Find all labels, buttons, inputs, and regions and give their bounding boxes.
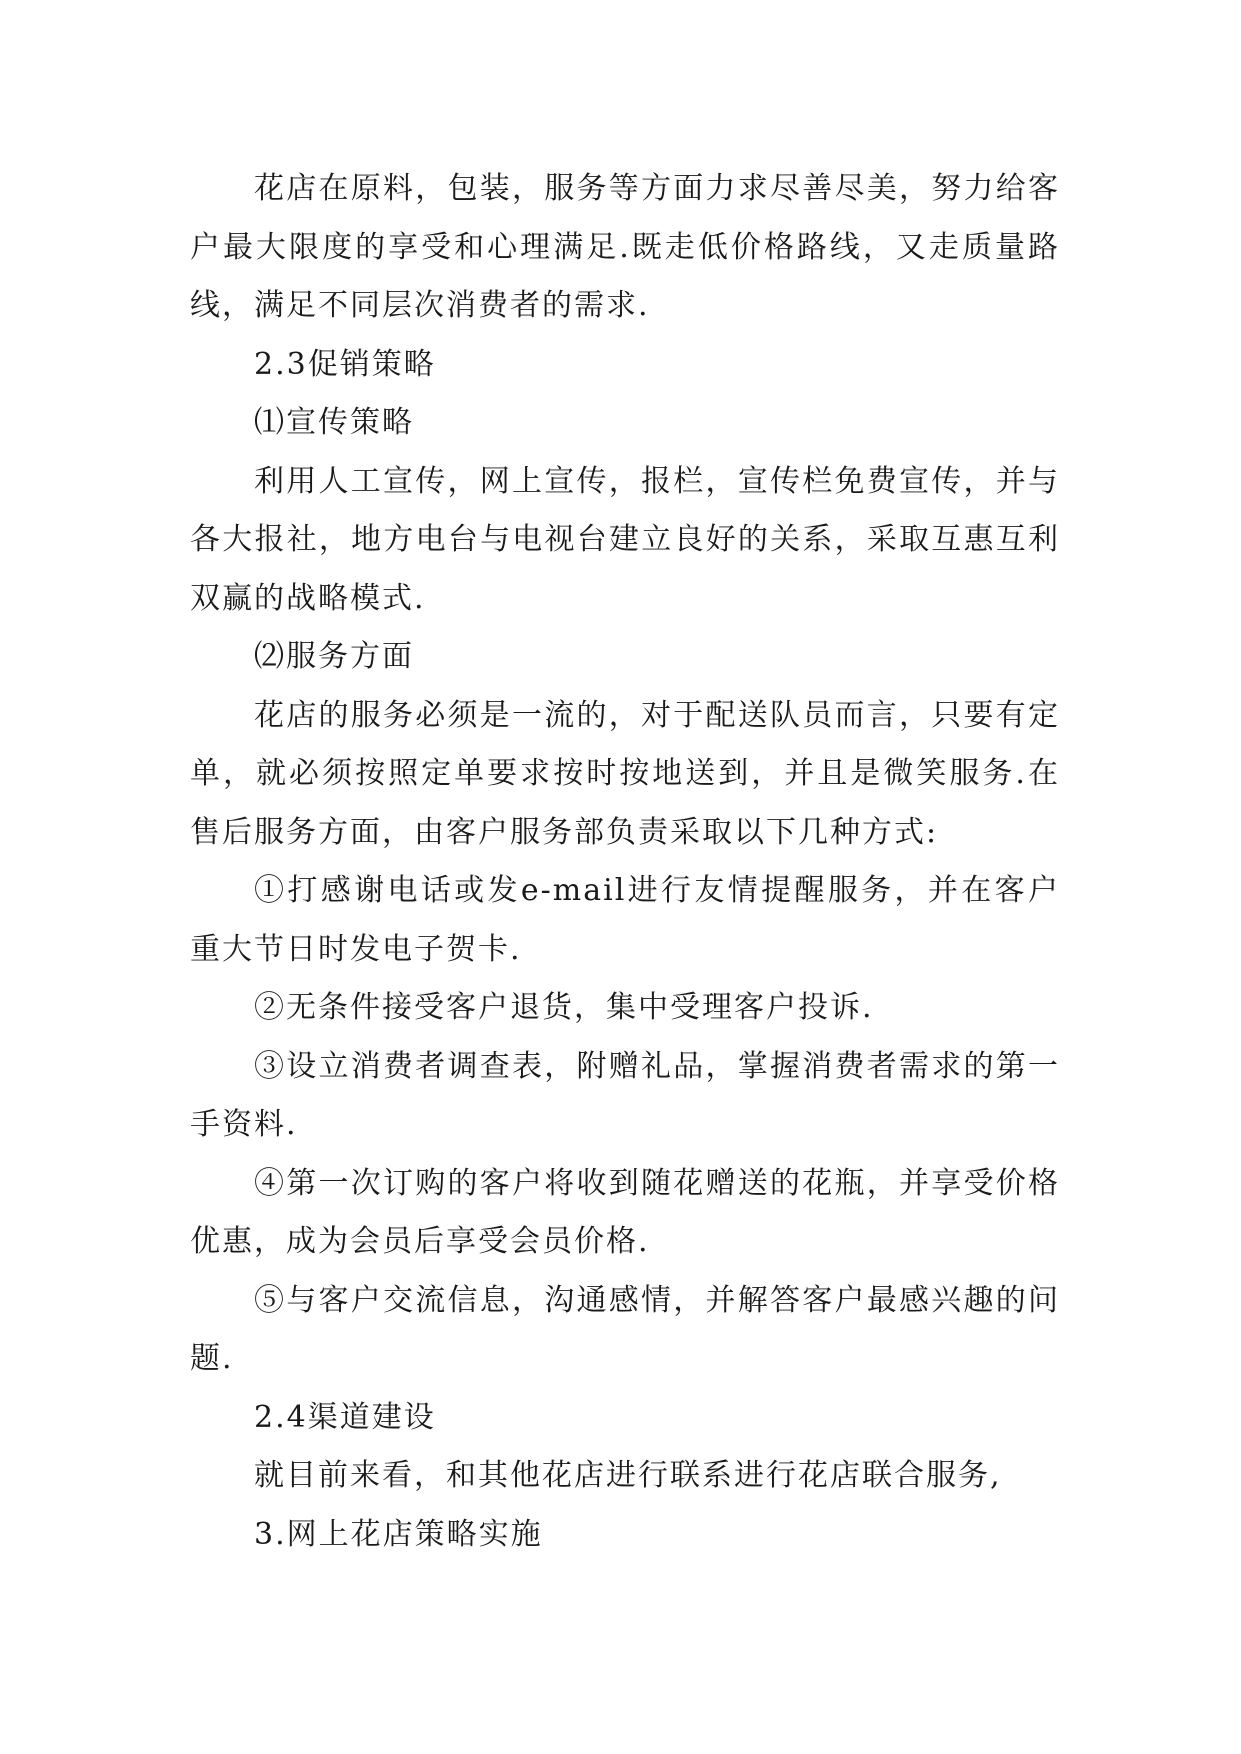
document-body [190,160,1060,1564]
paragraph-publicity: 利用人工宣传，网上宣传，报栏，宣传栏免费宣传，并与各大报社，地方电台与电视台建立良好的关系，采取互惠互利双赢的战略模式. [190,463,1060,616]
list-item-4: ④第一次订购的客户将收到随花赠送的花瓶，并享受价格优惠，成为会员后享受会员价格. [190,1165,1060,1259]
subheading-service: ⑵服务方面 [254,639,414,674]
paragraph-channel: 就目前来看，和其他花店进行联系进行花店联合服务, [254,1458,1002,1493]
paragraph-intro: 花店在原料，包装，服务等方面力求尽善尽美，努力给客户最大限度的享受和心理满足.既走低价格路线，又走质量路线，满足不同层次消费者的需求. [190,171,1060,323]
list-item-3: ③设立消费者调查表，附赠礼品，掌握消费者需求的第一手资料. [190,1048,1060,1142]
list-item-5: ⑤与客户交流信息，沟通感情，并解答客户最感兴趣的问题. [190,1282,1060,1376]
list-item-2: ②无条件接受客户退货，集中受理客户投诉. [254,990,874,1025]
section-heading-implementation: 3.网上花店策略实施 [254,1516,543,1552]
subheading-publicity: ⑴宣传策略 [254,405,414,440]
section-heading-channel: 2.4渠道建设 [254,1399,436,1435]
paragraph-service: 花店的服务必须是一流的，对于配送队员而言，只要有定单，就必须按照定单要求按时按地送到，并且是微笑服务.在售后服务方面，由客户服务部负责采取以下几种方式: [190,697,1060,850]
list-item-1: ①打感谢电话或发e-mail进行友情提醒服务，并在客户重大节日时发电子贺卡. [190,873,1060,967]
section-heading-promotion: 2.3促销策略 [254,346,436,382]
